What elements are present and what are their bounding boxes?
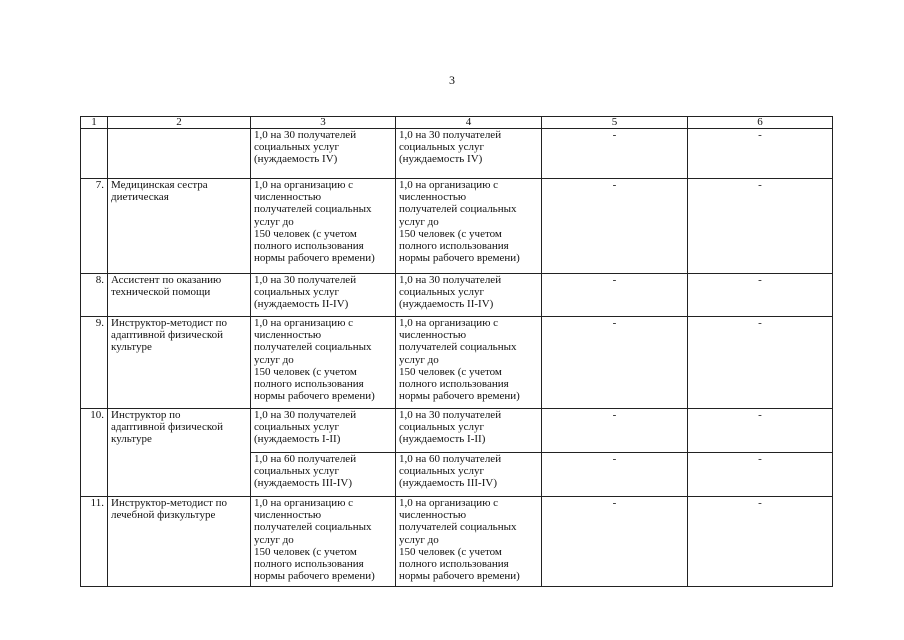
text-line: Медицинская сестра — [111, 179, 208, 191]
text-line: диетическая — [111, 191, 169, 204]
text-line: Инструктор-методист по — [111, 317, 228, 329]
text-line: (нуждаемость IV) — [399, 153, 483, 166]
value-cell-col5: - — [542, 317, 688, 409]
text-line: (нуждаемость I-II) — [399, 433, 486, 446]
text-line: 1,0 на организацию с — [399, 497, 499, 509]
text-line: услуг до — [399, 215, 439, 228]
staff-norms-table — [80, 116, 833, 587]
position-name — [108, 179, 251, 274]
position-name — [108, 317, 251, 409]
text-line: полного использования — [254, 558, 364, 571]
value-cell-col5: - — [542, 179, 688, 274]
text-line: численностью — [254, 329, 322, 342]
value-cell-col6: - — [688, 453, 833, 497]
norm-cell-col3 — [251, 274, 396, 317]
text-line: 1,0 на организацию с — [399, 179, 499, 191]
norm-cell-col4 — [396, 129, 542, 179]
text-line: 1,0 на организацию с — [254, 497, 354, 509]
text-line: услуг до — [254, 215, 294, 228]
row-number: 10. — [81, 409, 108, 497]
value-cell-col6: - — [688, 409, 833, 453]
value-cell-col5: - — [542, 274, 688, 317]
text-line: 1,0 на организацию с — [254, 317, 354, 329]
position-name — [108, 409, 251, 497]
table-row — [81, 409, 833, 453]
value-cell-col5: - — [542, 129, 688, 179]
column-header: 1 — [81, 117, 108, 129]
norm-cell-col3 — [251, 317, 396, 409]
text-line: 1,0 на 60 получателей — [399, 453, 502, 465]
value-cell-col5: - — [542, 409, 688, 453]
norm-cell-col4 — [396, 179, 542, 274]
column-header: 2 — [108, 117, 251, 129]
text-line: 150 человек (с учетом — [254, 227, 357, 240]
text-line: численностью — [399, 509, 467, 522]
table-header-row — [81, 117, 833, 129]
text-line: 1,0 на организацию с — [399, 317, 499, 329]
text-line: культуре — [111, 341, 152, 354]
norm-cell-col4 — [396, 317, 542, 409]
text-line: социальных услуг — [254, 141, 340, 154]
text-line: Ассистент по оказанию — [111, 274, 222, 286]
norm-cell-col4 — [396, 274, 542, 317]
row-number: 11. — [81, 497, 108, 587]
text-line: 1,0 на 60 получателей — [254, 453, 357, 465]
text-line: нормы рабочего времени) — [399, 390, 520, 403]
table-row — [81, 274, 833, 317]
text-line: 1,0 на 30 получателей — [254, 274, 357, 286]
text-line: 1,0 на 30 получателей — [399, 409, 502, 421]
text-line: социальных услуг — [254, 286, 340, 299]
text-line: получателей социальных — [254, 341, 372, 354]
norm-cell-col3 — [251, 453, 396, 497]
text-line: услуг до — [399, 353, 439, 366]
row-number: 9. — [81, 317, 108, 409]
position-name — [108, 274, 251, 317]
text-line: полного использования — [399, 240, 509, 253]
text-line: 1,0 на организацию с — [254, 179, 354, 191]
text-line: культуре — [111, 433, 152, 446]
text-line: численностью — [254, 509, 322, 522]
table-row — [81, 317, 833, 409]
text-line: полного использования — [399, 558, 509, 571]
text-line: нормы рабочего времени) — [254, 252, 375, 265]
table-row — [81, 129, 833, 179]
text-line: получателей социальных — [254, 203, 372, 216]
text-line: численностью — [254, 191, 322, 204]
text-line: 1,0 на 30 получателей — [254, 129, 357, 141]
column-header: 4 — [396, 117, 542, 129]
table-row — [81, 179, 833, 274]
text-line: полного использования — [254, 378, 364, 391]
text-line: адаптивной физической — [111, 329, 224, 342]
text-line: Инструктор-методист по — [111, 497, 228, 509]
norm-cell-col4 — [396, 497, 542, 587]
text-line: (нуждаемость IV) — [254, 153, 338, 166]
text-line: 150 человек (с учетом — [254, 545, 357, 558]
value-cell-col6: - — [688, 317, 833, 409]
text-line: социальных услуг — [254, 465, 340, 478]
text-line: адаптивной физической — [111, 421, 224, 434]
row-number: 8. — [81, 274, 108, 317]
text-line: Инструктор по — [111, 409, 181, 421]
norm-cell-col4 — [396, 409, 542, 453]
text-line: социальных услуг — [399, 286, 485, 299]
text-line: (нуждаемость III-IV) — [254, 477, 352, 490]
text-line: нормы рабочего времени) — [399, 570, 520, 583]
text-line: получателей социальных — [399, 203, 517, 216]
norm-cell-col3 — [251, 497, 396, 587]
text-line: полного использования — [254, 240, 364, 253]
text-line: 150 человек (с учетом — [399, 227, 502, 240]
text-line: лечебной физкультуре — [111, 509, 216, 522]
text-line: 1,0 на 30 получателей — [254, 409, 357, 421]
value-cell-col5: - — [542, 497, 688, 587]
text-line: 1,0 на 30 получателей — [399, 274, 502, 286]
text-line: нормы рабочего времени) — [399, 252, 520, 265]
text-line: социальных услуг — [399, 141, 485, 154]
value-cell-col6: - — [688, 129, 833, 179]
text-line: услуг до — [254, 353, 294, 366]
column-header: 6 — [688, 117, 833, 129]
text-line: технической помощи — [111, 286, 211, 299]
value-cell-col5: - — [542, 453, 688, 497]
table-row — [81, 497, 833, 587]
page-number: 3 — [449, 73, 455, 87]
text-line: 1,0 на 30 получателей — [399, 129, 502, 141]
text-line: получателей социальных — [399, 521, 517, 534]
text-line: нормы рабочего времени) — [254, 570, 375, 583]
text-line: численностью — [399, 329, 467, 342]
text-line: численностью — [399, 191, 467, 204]
position-name — [108, 129, 251, 179]
text-line: полного использования — [399, 378, 509, 391]
text-line: (нуждаемость III-IV) — [399, 477, 497, 490]
text-line: 150 человек (с учетом — [399, 545, 502, 558]
row-number: 7. — [81, 179, 108, 274]
column-header: 5 — [542, 117, 688, 129]
value-cell-col6: - — [688, 274, 833, 317]
text-line: получателей социальных — [254, 521, 372, 534]
value-cell-col6: - — [688, 179, 833, 274]
norm-cell-col4 — [396, 453, 542, 497]
row-number — [81, 129, 108, 179]
position-name — [108, 497, 251, 587]
norm-cell-col3 — [251, 409, 396, 453]
text-line: (нуждаемость II-IV) — [399, 298, 494, 311]
text-line: (нуждаемость II-IV) — [254, 298, 349, 311]
text-line: нормы рабочего времени) — [254, 390, 375, 403]
norm-cell-col3 — [251, 179, 396, 274]
value-cell-col6: - — [688, 497, 833, 587]
norm-cell-col3 — [251, 129, 396, 179]
text-line: 150 человек (с учетом — [254, 365, 357, 378]
text-line: получателей социальных — [399, 341, 517, 354]
text-line: социальных услуг — [399, 421, 485, 434]
text-line: услуг до — [399, 533, 439, 546]
text-line: услуг до — [254, 533, 294, 546]
text-line: 150 человек (с учетом — [399, 365, 502, 378]
column-header: 3 — [251, 117, 396, 129]
text-line: (нуждаемость I-II) — [254, 433, 341, 446]
text-line: социальных услуг — [399, 465, 485, 478]
text-line: социальных услуг — [254, 421, 340, 434]
